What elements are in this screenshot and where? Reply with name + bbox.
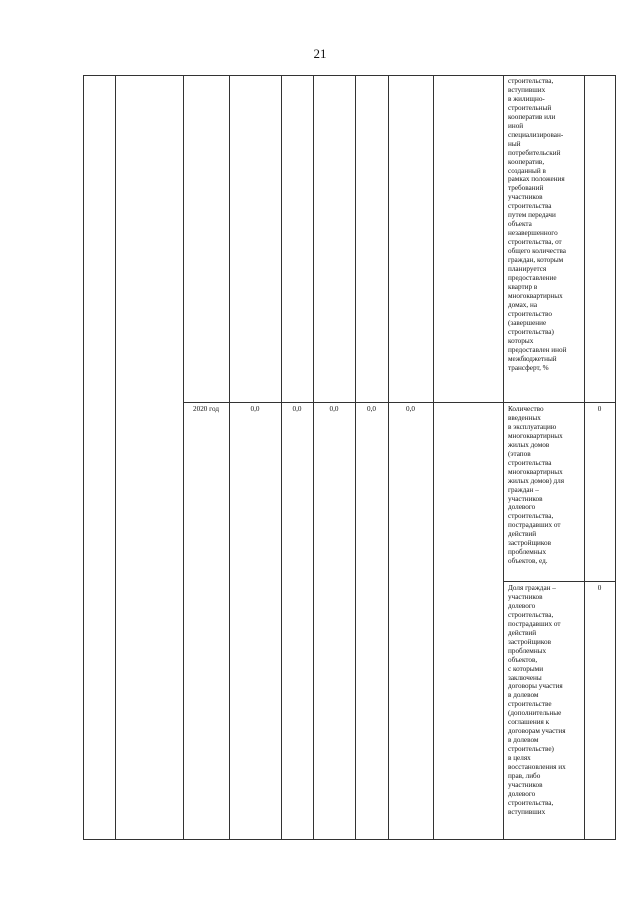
indicator-text-citizens-share: Доля граждан – участников долевого строительства, пострадавших от действий застройщиков проблемных объектов, с которыми заключены договоры участия в долевом строительстве (дополнительные соглашения к договорам участия в долевом строительстве) в целях восстановления их прав, либо участников долевого строительства, вступивших [508,584,566,816]
indicator-text-continued: строительства, вступивших в жилищно- строительный кооператив или иной специализирован- ный потребительский кооператив, созданный в рамках положения требований участников строительства путем передачи объекта незавершенного строительства, от общего количества граждан, которым планируется предоставление квартир в многоквартирных домах, на строительство (завершение строительства) которых предоставлен иной межбюджетный трансферт, % [508,77,567,372]
program-indicators-table [83,75,616,840]
column-border [584,75,585,840]
column-border [83,75,84,840]
value-cell: 0,0 [329,405,339,413]
row-separator-2020 [183,402,616,403]
column-border [313,75,314,840]
value-cell: 0,0 [406,405,415,413]
page-number: 21 [313,46,327,61]
year-cell: 2020 год [193,405,219,413]
column-border [388,75,389,840]
indicator-value: 0 [597,584,602,592]
column-border [503,75,504,840]
column-border [281,75,282,840]
value-cell: 0,0 [250,405,260,413]
value-cell: 0,0 [367,405,376,413]
column-border [183,75,184,840]
value-cell: 0,0 [292,405,302,413]
column-border [355,75,356,840]
table-top-border [83,75,616,76]
column-border [115,75,116,840]
row-separator-indicator [503,581,616,582]
table-bottom-border [83,839,616,840]
indicator-text-buildings-count: Количество введенных в эксплуатацию многоквартирных жилых домов (этапов строительства многоквартирных жилых домов) для граждан – участников долевого строительства, пострадавших от действий застройщиков проблемных объектов, ед. [508,405,565,566]
column-border [433,75,434,840]
indicator-value: 0 [597,405,602,413]
column-border [229,75,230,840]
column-border [615,75,616,840]
